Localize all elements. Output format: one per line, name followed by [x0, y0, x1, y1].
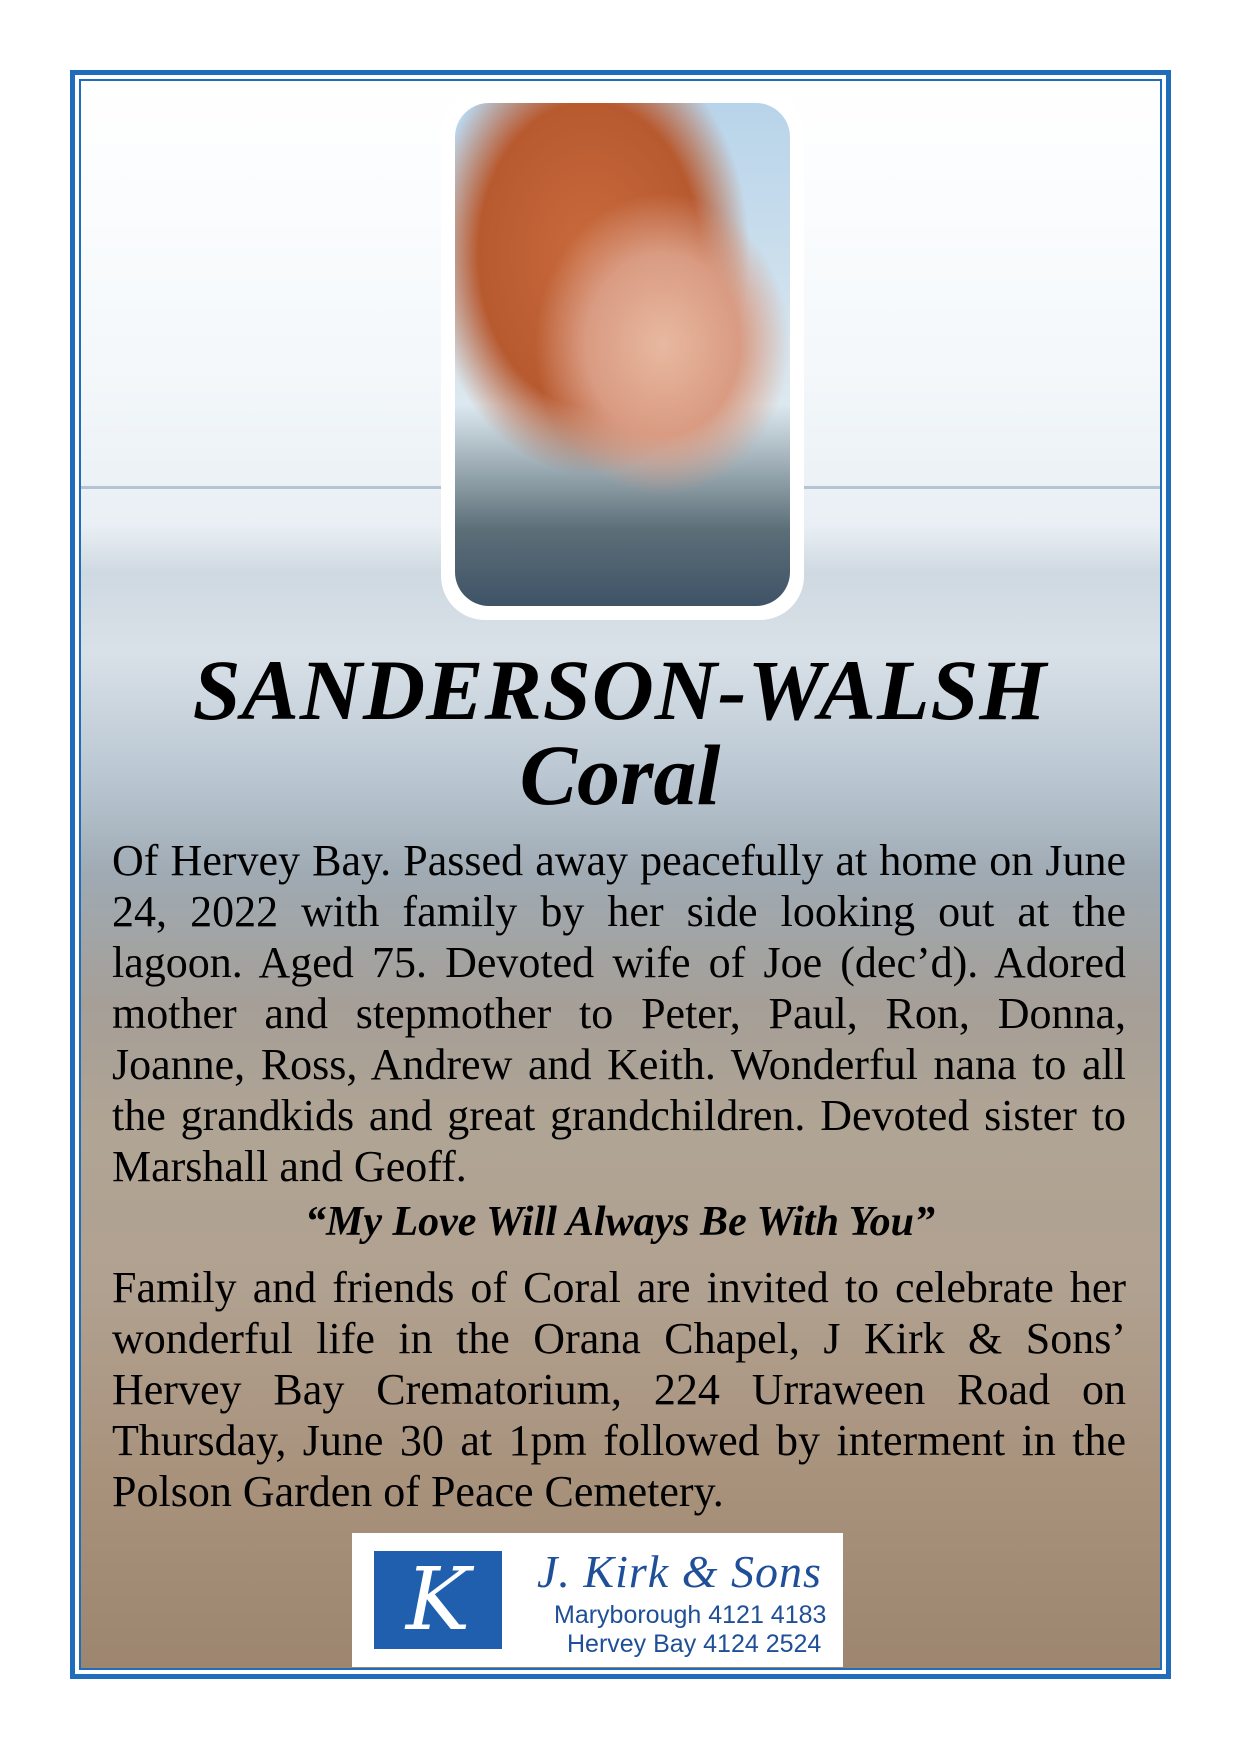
phone-hervey-bay: Hervey Bay 4124 2524	[567, 1630, 822, 1658]
k-monogram-icon: K	[374, 1551, 502, 1649]
portrait-image	[455, 103, 790, 606]
death-notice-paragraph: Of Hervey Bay. Passed away peacefully at home on June 24, 2022 with family by her side looking out at the lagoon. Aged 75. Devoted wife of Joe (dec’d). Adored mother and stepmother to Peter, Paul, Ron, Donna, Joanne, Ross, Andrew and Keith. Wonderful nana to all the grandkids and great grandchildren. Devoted sister to Marshall and Geoff.	[112, 836, 1126, 1191]
surname-heading: SANDERSON-WALSH	[192, 642, 1048, 738]
funeral-director-name: J. Kirk & Sons	[537, 1546, 822, 1597]
phone-maryborough: Maryborough 4121 4183	[554, 1601, 827, 1629]
portrait-photo	[441, 89, 804, 620]
funeral-director-logo	[352, 1533, 843, 1667]
given-name-heading: Coral	[519, 727, 721, 823]
verse-quote: “My Love Will Always Be With You”	[304, 1199, 936, 1245]
service-details-paragraph: Family and friends of Coral are invited to celebrate her wonderful life in the Orana Chapel, J Kirk & Sons’ Hervey Bay Crematorium, 224 Urraween Road on Thursday, June 30 at 1pm followed by interment in the Polson Garden of Peace Cemetery.	[112, 1263, 1126, 1516]
